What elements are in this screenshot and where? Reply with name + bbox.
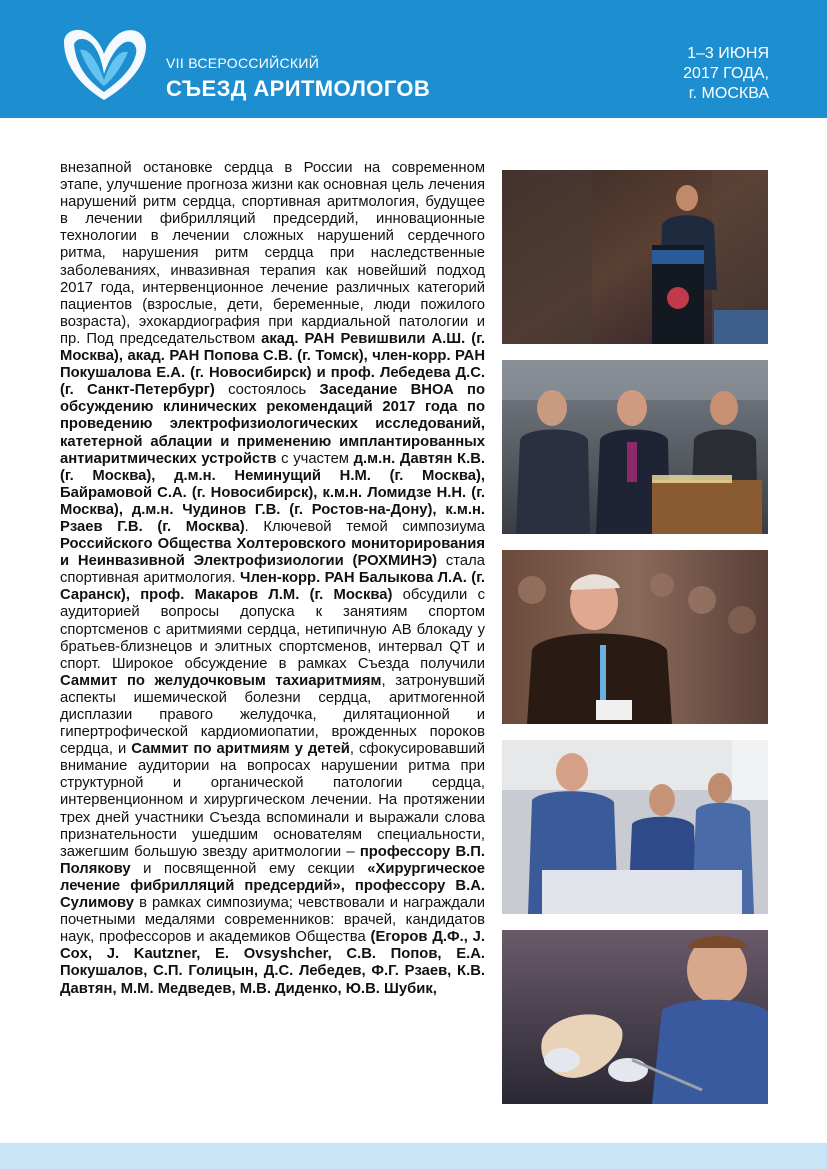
article-body [60,160,485,998]
bold-run: акад. РАН Ревишвили А.Ш. (г. Москва), акад. РАН Попова С.В. (г. Томск), член-корр. РАН Покушалова Е.А. (г. Новосибирск) и проф. Лебедева Д.С. (г. Санкт-Петербург) [60,330,485,399]
text-run: внезапной остановке сердца в России на современном этапе, улучшение прогноза жизни как основная цель лечения нарушений ритм сердца, спортивная аритмология, будущее в лечении фибрилляций предсердий, инновационные технологии в лечении сложных нарушений сердечного ритма, нарушения ритм сердца при наследственные заболеваниях, инвазивная терапия как новейший подход 2017 года, интервенционное лечение различных категорий пациентов (взрослые, дети, беременные, люди пожилого возраста), эхокардиография при кардиальной патологии и пр. Под председательством [60,160,485,347]
bold-run: «Хирургическое лечение фибрилляций предсердий», профессору В.А. Сулимову [60,860,485,912]
bold-run: Российского Общества Холтеровского мониторирования и Неинвазивной Электрофизиологии (РОХМИНЭ) [60,536,485,570]
bold-run: профессору В.П. Полякову [60,843,485,877]
congress-heart-logo [58,24,150,104]
bold-run: Саммит по аритмиям у детей [131,741,350,758]
text-run: обсудили с аудиторией вопросы допуска к занятиям спортом спортсменов с аритмиями сердца, нетипичную АВ блокаду у братьев-близнецов и элитных спортсменов, интервал QT и спорт. Широкое обсуждение в рамках Съезда получили [60,587,485,672]
text-run: , сфокусировавший внимание аудитории на вопросах нарушении ритма при структурной и органической патологии сердца, интервенционном и хирургическом лечении. На протяжении трех дней участники Съезда вспоминали и выражали слова признательности ушедшим основателям специальности, зажегшим большую звезду аритмологии – [60,741,485,860]
text-run: и посвященной ему секции [130,860,368,877]
bold-run: Заседание ВНОА по обсуждению клинических рекомендаций 2017 года по проведению электрофизиологических исследований, катетерной аблации и применению имплантированных антиаритмических устройств [60,382,485,467]
page-footer-band [0,1143,827,1169]
text-run: . Ключевой темой симпозиума [244,518,485,535]
date-line: г. МОСКВА [688,85,769,102]
text-run: с участем [276,450,354,467]
text-run: , затронувший аспекты ишемической болезни сердца, аритмогенной дисплазии правого желудочка, дилятационной и гипертрофической кардиомиопатии, врожденных пороков сердца, и [60,672,485,758]
audience-listener-photo [502,550,768,724]
surgical-workshop-photo [502,740,768,914]
text-run: состоялось [214,382,320,399]
congress-edition: VII ВСЕРОССИЙСКИЙ [166,55,320,71]
bold-run: д.м.н. Давтян К.В. (г. Москва), д.м.н. Неминущий Н.М. (г. Москва), Байрамовой С.А. (г. Новосибирск), к.м.н. Ломидзе Н.Н. (г. Москва), д.м.н. Чудинов Г.В. (г. Ростов-на-Дону), к.м.н. Рзаев Г.В. (г. Москва) [60,450,485,535]
date-line: 1–3 ИЮНЯ [687,45,769,62]
photo-column [502,170,768,1120]
text-run: стала спортивная аритмология. [60,553,485,587]
congress-date [683,44,769,104]
congress-title: СЪЕЗД АРИТМОЛОГОВ [166,76,431,101]
bold-run: Саммит по желудочковым тахиаритмиям [60,672,382,689]
text-run: в рамках симпозиума; чевствовали и награждали почетными медалями современников: врачей, кандидатов наук, профессоров и академиков Общества [60,895,485,946]
presidium-panel-photo [502,360,768,534]
date-line: 2017 ГОДА, [683,65,769,82]
page-header [0,0,827,118]
heart-specimen-photo [502,930,768,1104]
bold-run: Член-корр. РАН Балыкова Л.А. (г. Саранск), проф. Макаров Л.М. (г. Москва) [60,570,485,604]
speaker-at-podium-photo [502,170,768,344]
bold-run: (Егоров Д.Ф., J. Cox, J. Kautzner, E. Ovsyshcher, С.В. Попов, Е.А. Покушалов, С.П. Голицын, Д.С. Лебедев, Ф.Г. Рзаев, К.В. Давтян, М.М. Медведев, М.В. Диденко, Ю.В. Шубик, [60,929,485,997]
